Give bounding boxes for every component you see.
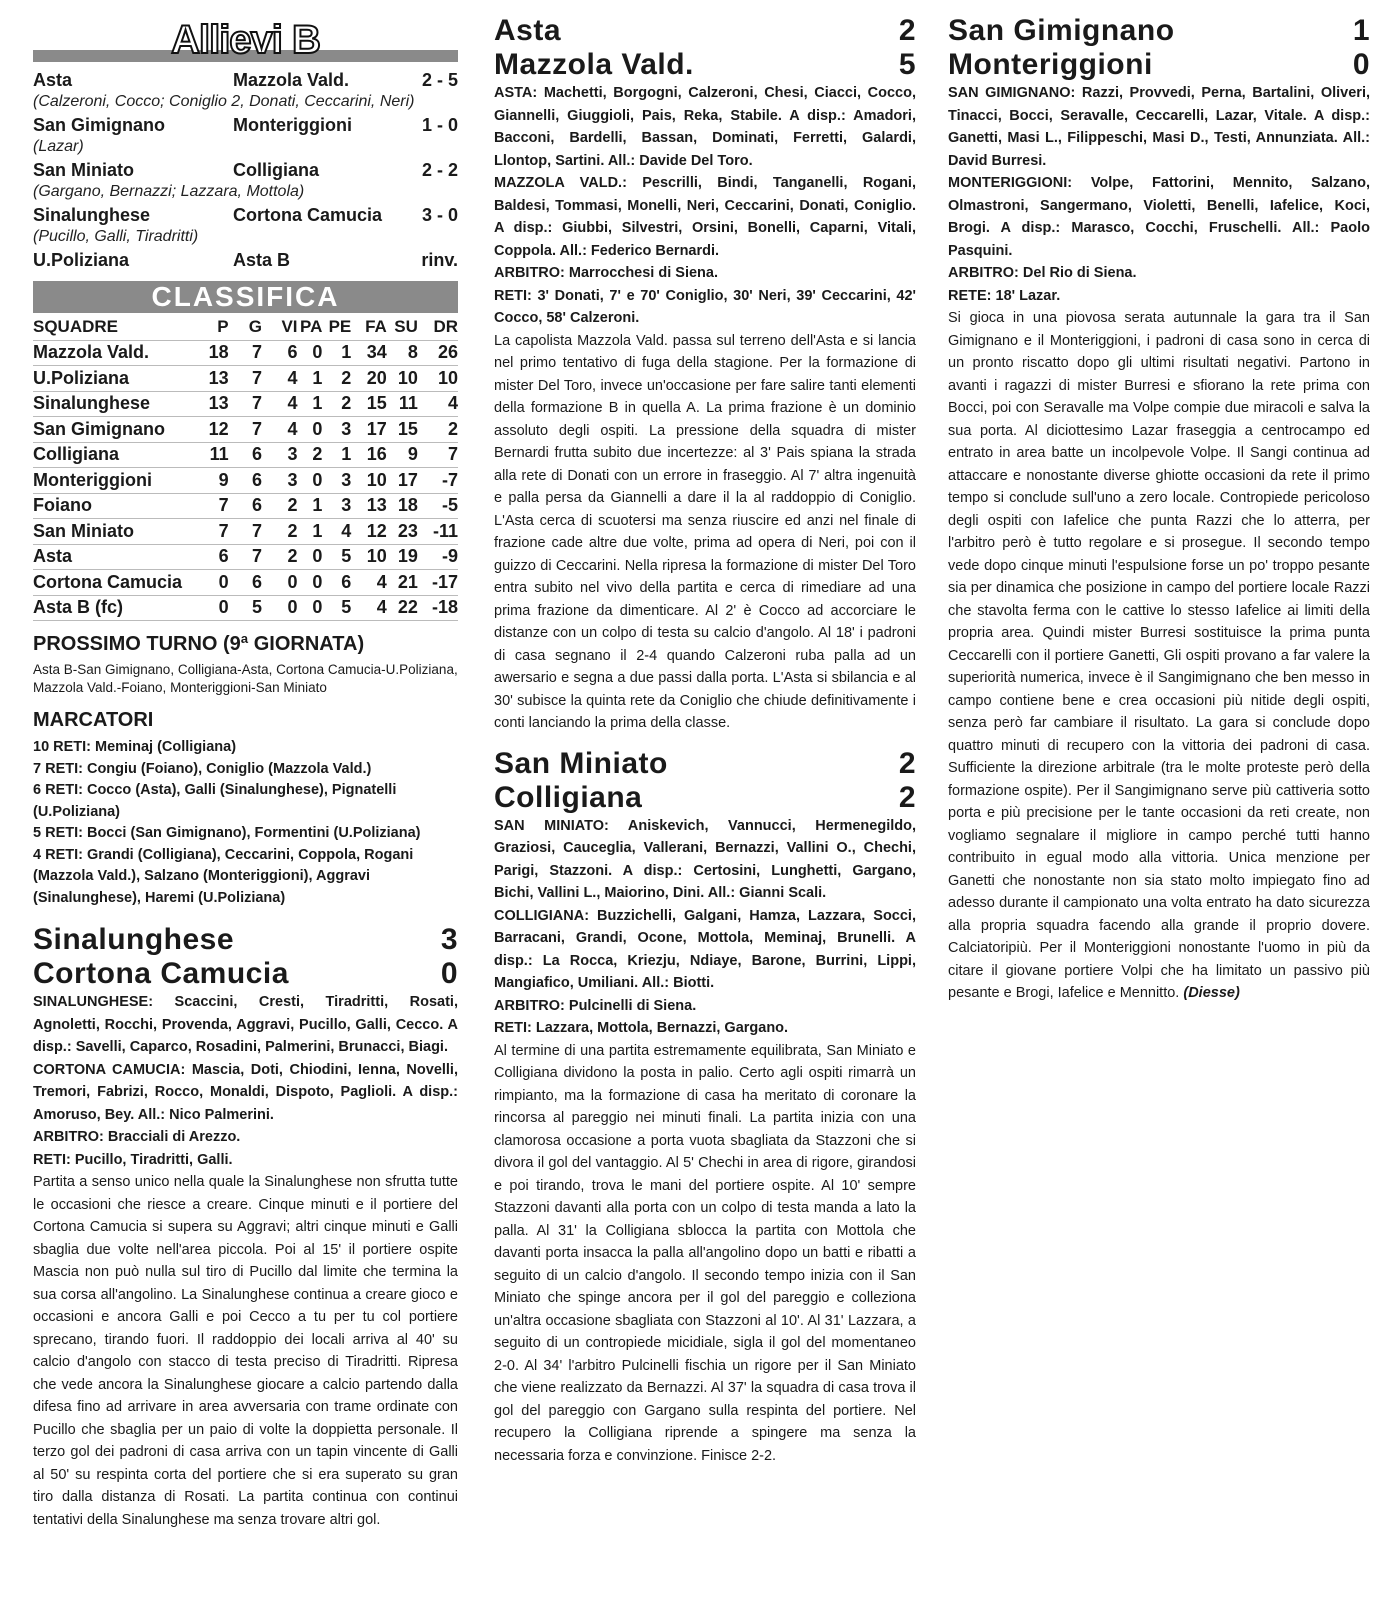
stat-cell: 2	[322, 391, 351, 417]
stat-cell: 1	[322, 340, 351, 366]
match-report: La capolista Mazzola Vald. passa sul terreno dell'Asta e si lancia nel primo tentativo di fuga della stagione. Per la formazione di mister Del Toro, invece un'occasione per fare salire tanti elementi della formazione B in quella A. La prima frazione è un dominio assoluto degli ospiti. La pressione della squadra di mister Bernardi frutta subito due incertezze: al 3' Pais spiana la strada alla rete di Donati con un errore in fraseggio. Al 7' altra ingenuità e palla persa da Giannelli a dare il la al raddoppio di Coniglio. L'Asta cerca di scuotersi ma senza riuscire ed anzi nel finale di frazione cade altre due volte, prima ad opera di Neri, poi con il guizzo di Ceccarini. Nella ripresa la formazione di mister Del Toro entra subito nel vivo della partita e cerca di rimediare ad una prima frazione da dimenticare. Al 2' è Cocco ad accorciare le distanze con un colpo di testa su calcio d'angolo. Al 18' i padroni di casa segnano il 2-4 quando Calzeroni ruba palla ad un awersario e segna a due passi dalla porta. L'Asta si sbilancia e al 30' subisce la quinta rete da Coniglio che chiude definitivamente i conti lanciando la prima della classe.	[494, 332, 916, 731]
team-goals: 0	[1352, 48, 1370, 81]
match-article-asta	[494, 14, 916, 735]
standings-row	[33, 391, 458, 417]
team-name: Mazzola Vald.	[494, 48, 694, 81]
stat-cell: 11	[200, 442, 229, 468]
scorers-line: 4 RETI: Grandi (Colligiana), Ceccarini, Coppola, Rogani (Mazzola Vald.), Salzano (Monteriggioni), Aggravi (Sinalunghese), Haremi (U.Poliziana)	[33, 846, 414, 906]
away-team: Monteriggioni	[233, 115, 352, 135]
standings-row	[33, 340, 458, 366]
stat-cell: 6	[229, 442, 262, 468]
stat-cell: 4	[351, 595, 387, 621]
scorers-line: 6 RETI: Cocco (Asta), Galli (Sinalunghese), Pignatelli (U.Poliziana)	[33, 782, 397, 820]
result-scorers: (Lazar)	[33, 138, 84, 155]
stat-cell: 3	[262, 468, 298, 494]
score: 1 - 0	[421, 115, 458, 135]
stat-cell: 3	[262, 442, 298, 468]
stat-cell: 16	[351, 442, 387, 468]
home-team: U.Poliziana	[33, 250, 130, 270]
team-name: Colligiana	[494, 780, 643, 814]
standings-header-row	[33, 315, 458, 340]
result-row	[33, 205, 458, 228]
standings-row	[33, 493, 458, 519]
stat-cell: 4	[262, 391, 298, 417]
column-right	[948, 14, 1370, 1005]
stat-cell: -9	[418, 544, 458, 570]
match-article-sinalunghese	[33, 923, 458, 1531]
match-headline-home	[33, 923, 458, 957]
team-name: Cortona Camucia	[33, 570, 200, 596]
stat-cell: 15	[387, 417, 418, 443]
stat-cell: 0	[262, 570, 298, 596]
lineup-line: RETI: Pucillo, Tiradritti, Galli.	[33, 1151, 233, 1168]
lineup-line: ARBITRO: Marrocchesi di Siena.	[494, 265, 718, 281]
team-name: Colligiana	[33, 442, 200, 468]
stat-cell: 22	[387, 595, 418, 621]
stat-cell: 0	[298, 595, 323, 621]
stat-cell: 2	[322, 366, 351, 392]
team-name: Sinalunghese	[33, 923, 235, 956]
stat-cell: 15	[351, 391, 387, 417]
stat-cell: 10	[418, 366, 458, 392]
lineup-line: ASTA: Machetti, Borgogni, Calzeroni, Chesi, Ciacci, Cocco, Giannelli, Giuggioli, Pais, Reka, Stabile. A disp.: Amadori, Bacconi, Bardelli, Bassan, Dominati, Ferretti, Galardi, Llontop, Sartini. All.: Davide Del Toro.	[494, 85, 916, 169]
home-team: Asta	[33, 70, 73, 90]
stat-cell: 1	[298, 391, 323, 417]
col-header: PE	[322, 315, 351, 340]
stat-cell: 4	[262, 417, 298, 443]
stat-cell: 9	[387, 442, 418, 468]
score: 2 - 2	[421, 160, 458, 180]
score: 2 - 5	[421, 70, 458, 90]
stat-cell: -7	[418, 468, 458, 494]
score: rinv.	[421, 250, 458, 270]
stat-cell: -17	[418, 570, 458, 596]
result-row	[33, 70, 458, 93]
stat-cell: 0	[298, 468, 323, 494]
match-headline-home	[494, 14, 916, 48]
stat-cell: 34	[351, 340, 387, 366]
stat-cell: 6	[262, 340, 298, 366]
col-header: FA	[351, 315, 387, 340]
lineup-line: ARBITRO: Bracciali di Arezzo.	[33, 1129, 241, 1145]
stat-cell: 5	[322, 544, 351, 570]
stat-cell: 12	[200, 417, 229, 443]
stat-cell: 7	[229, 391, 262, 417]
team-goals: 2	[898, 14, 916, 47]
stat-cell: 10	[351, 468, 387, 494]
match-report	[948, 307, 1370, 1005]
stat-cell: 8	[387, 340, 418, 366]
stat-cell: 21	[387, 570, 418, 596]
stat-cell: 7	[229, 519, 262, 545]
results-list	[33, 70, 458, 273]
standings-row	[33, 417, 458, 443]
home-team: San Miniato	[33, 160, 135, 180]
stat-cell: 4	[351, 570, 387, 596]
standings-title: CLASSIFICA	[33, 281, 458, 313]
result-row	[33, 250, 458, 273]
section-header	[33, 14, 458, 70]
lineup-line: RETE: 18' Lazar.	[948, 287, 1061, 304]
standings-table	[33, 315, 458, 621]
away-team: Cortona Camucia	[233, 205, 383, 225]
stat-cell: -5	[418, 493, 458, 519]
result-scorers: (Gargano, Bernazzi; Lazzara, Mottola)	[33, 183, 305, 200]
col-header: P	[200, 315, 229, 340]
stat-cell: 1	[298, 493, 323, 519]
team-goals: 0	[440, 957, 458, 990]
stat-cell: 2	[298, 442, 323, 468]
stat-cell: 7	[229, 544, 262, 570]
team-name: San Gimignano	[33, 417, 200, 443]
stat-cell: 0	[298, 544, 323, 570]
standings-body	[33, 340, 458, 621]
stat-cell: 3	[322, 468, 351, 494]
away-team: Mazzola Vald.	[233, 70, 350, 90]
lineups	[33, 991, 458, 1171]
lineup-line: COLLIGIANA: Buzzichelli, Galgani, Hamza, Lazzara, Socci, Barracani, Grandi, Ocone, Mottola, Meminaj, Brunelli. A disp.: La Rocca, Kriezju, Ndiaye, Barone, Burrini, Lippi, Mangiafico, Umiliani. All.: Biotti.	[494, 907, 916, 991]
team-name: San Miniato	[33, 519, 200, 545]
stat-cell: 17	[387, 468, 418, 494]
stat-cell: 23	[387, 519, 418, 545]
stat-cell: 7	[418, 442, 458, 468]
standings-row	[33, 544, 458, 570]
result-row	[33, 115, 458, 138]
team-name: Foiano	[33, 493, 200, 519]
stat-cell: 2	[262, 493, 298, 519]
stat-cell: 4	[322, 519, 351, 545]
lineup-line: RETI: Lazzara, Mottola, Bernazzi, Gargano.	[494, 1020, 789, 1036]
stat-cell: 13	[351, 493, 387, 519]
stat-cell: 10	[351, 544, 387, 570]
lineups	[494, 815, 916, 1040]
stat-cell: 1	[298, 366, 323, 392]
result-row	[33, 160, 458, 183]
next-round-title: PROSSIMO TURNO (9ª GIORNATA)	[33, 633, 365, 655]
stat-cell: 0	[298, 417, 323, 443]
team-name: Monteriggioni	[33, 468, 200, 494]
score: 3 - 0	[421, 205, 458, 225]
match-headline-away	[494, 48, 916, 82]
stat-cell: 2	[262, 544, 298, 570]
stat-cell: 6	[229, 570, 262, 596]
match-headline-away	[948, 48, 1370, 82]
match-headline-away	[33, 957, 458, 991]
match-headline-away	[494, 781, 916, 815]
stat-cell: 19	[387, 544, 418, 570]
stat-cell: 7	[200, 493, 229, 519]
stat-cell: -18	[418, 595, 458, 621]
col-header: PA	[298, 315, 323, 340]
lineups	[948, 82, 1370, 307]
scorers-line: 10 RETI: Meminaj (Colligiana)	[33, 739, 237, 755]
stat-cell: 13	[200, 366, 229, 392]
stat-cell: 26	[418, 340, 458, 366]
match-headline-home	[948, 14, 1370, 48]
team-name: San Miniato	[494, 746, 668, 780]
column-middle	[494, 14, 916, 1467]
standings-row	[33, 595, 458, 621]
team-name: Sinalunghese	[33, 391, 200, 417]
stat-cell: -11	[418, 519, 458, 545]
standings-row	[33, 442, 458, 468]
team-goals: 3	[440, 923, 458, 956]
lineup-line: SAN MINIATO: Aniskevich, Vannucci, Hermenegildo, Graziosi, Cauceglia, Vallerani, Bernazzi, Vallini O., Chechi, Parigi, Stazzoni. A disp.: Certosini, Lunghetti, Gargano, Bichi, Vallini L., Maiorino, Dini. All.: Gianni Scali.	[494, 817, 916, 901]
team-name: Asta	[33, 544, 200, 570]
team-goals: 5	[898, 48, 916, 81]
scorers-list	[33, 737, 458, 909]
match-report: Al termine di una partita estremamente equilibrata, San Miniato e Colligiana dividono la posta in palio. Certo agli ospiti rimarrà un rimpianto, ma la formazione di casa ha meritato di coronare la rincorsa al pareggio nei minuti finali. La partita inizia con una clamorosa occasione a porta vuota sbagliata da Stazzoni che si divora il gol del vantaggio. Al 5' Chechi in area di rigore, girandosi e poi tirando, trova le mani del portiere ospite. Al 10' sempre Stazzoni davanti alla porta con un colpo di testa manda a lato la palla. Al 31' la Colligiana sblocca la partita con Mottola che davanti porta insacca la palla all'angolino dopo un batti e ribatti a seguito di un calcio d'angolo. Il secondo tempo inizia con il San Miniato che spinge ancora per il gol del pareggio e colleziona un'altra occasione sbagliata con Stazzoni al 10'. Al 31' Lazzara, a seguito di un contropiede micidiale, sigla il gol del momentaneo 2-0. Al 34' l'arbitro Pulcinelli fischia un rigore per il San Miniato che viene realizzato da Bernazzi. Al 37' la squadra di casa trova il gol del pareggio con Gargano sulla respinta del portiere. Nel recupero la Colligiana riprende a spingere ma senza la necessaria forza e convinzione. Finisce 2-2.	[494, 1042, 916, 1464]
standings-row	[33, 570, 458, 596]
lineup-line: ARBITRO: Pulcinelli di Siena.	[494, 997, 697, 1014]
stat-cell: 5	[229, 595, 262, 621]
lineups	[494, 82, 916, 330]
stat-cell: 9	[200, 468, 229, 494]
stat-cell: 2	[418, 417, 458, 443]
scorers-title: MARCATORI	[33, 709, 154, 731]
team-name: Monteriggioni	[948, 48, 1153, 81]
stat-cell: 7	[229, 340, 262, 366]
col-header: SQUADRE	[33, 315, 200, 340]
result-scorers: (Pucillo, Galli, Tiradritti)	[33, 228, 199, 245]
stat-cell: 0	[200, 595, 229, 621]
match-article-sanminiato	[494, 747, 916, 1468]
team-goals: 2	[898, 746, 916, 780]
stat-cell: 0	[262, 595, 298, 621]
away-team: Asta B	[233, 250, 291, 270]
stat-cell: 0	[298, 570, 323, 596]
team-goals: 2	[898, 780, 916, 814]
match-article-sangimignano	[948, 14, 1370, 1005]
match-report: Partita a senso unico nella quale la Sinalunghese non sfrutta tutte le occasioni che riesce a creare. Cinque minuti e il portiere del Cortona Camucia si supera su Aggravi; altri cinque minuti e Galli sbaglia due volte nell'area piccola. Poi al 15' il portiere ospite Mascia non può nulla sul tiro di Pucillo dal limite che termina la sua corsa all'angolino. La Sinalunghese continua a creare gioco e occasioni e ancora Galli e poi Cecco a tu per tu col portiere sprecano, tirando fuori. Il raddoppio dei locali arriva al 40' su calcio d'angolo con stacco di testa preciso di Tiradritti. Ripresa che vede ancora la Sinalunghese giocare a calcio partendo dalla difesa fino ad arrivare in area avversaria con trame ordinate con Pucillo che sbaglia per un paio di volte la doppietta personale. Il terzo gol dei padroni di casa arriva con un tapin vincente di Galli al 50' su respinta corta del portiere che si era superato su gran tiro dalla distanza di Rosati. La partita continua con continui tentativi della Sinalunghese ma senza trovare altri gol.	[33, 1174, 458, 1528]
standings-row	[33, 366, 458, 392]
stat-cell: 3	[322, 493, 351, 519]
away-team: Colligiana	[233, 160, 320, 180]
standings-row	[33, 468, 458, 494]
next-round-text: Asta B-San Gimignano, Colligiana-Asta, Cortona Camucia-U.Poliziana, Mazzola Vald.-Foiano, Monteriggioni-San Miniato	[33, 662, 458, 695]
lineup-line: RETI: 3' Donati, 7' e 70' Coniglio, 30' Neri, 39' Ceccarini, 42' Cocco, 58' Calzeroni.	[494, 287, 916, 326]
team-name: U.Poliziana	[33, 366, 200, 392]
lineup-line: SAN GIMIGNANO: Razzi, Provvedi, Perna, Bartalini, Oliveri, Tinacci, Bocci, Seravalle, Ceccarelli, Lazar, Vitale. A disp.: Ganetti, Masi L., Filippeschi, Masi D., Testi, Annunziata. All.: David Burresi.	[948, 85, 1370, 169]
stat-cell: 13	[200, 391, 229, 417]
stat-cell: 4	[262, 366, 298, 392]
team-name: Mazzola Vald.	[33, 340, 200, 366]
result-scorers: (Calzeroni, Cocco; Coniglio 2, Donati, Ceccarini, Neri)	[33, 93, 415, 110]
team-name: Asta B (fc)	[33, 595, 200, 621]
stat-cell: 7	[229, 417, 262, 443]
page-title: Allievi B	[171, 18, 320, 62]
lineup-line: SINALUNGHESE: Scaccini, Cresti, Tiradritti, Rosati, Agnoletti, Rocchi, Provenda, Aggravi, Pucillo, Galli, Cecco. A disp.: Savelli, Caparco, Rosadini, Palmerini, Brunacci, Biagi.	[33, 994, 458, 1055]
stat-cell: 7	[229, 366, 262, 392]
stat-cell: 17	[351, 417, 387, 443]
col-header: SU	[387, 315, 418, 340]
lineup-line: MAZZOLA VALD.: Pescrilli, Bindi, Tanganelli, Rogani, Baldesi, Tommasi, Monelli, Neri, Ceccarini, Donati, Coniglio. A disp.: Giubbi, Silvestri, Orsini, Bonelli, Caparni, Vitali, Coppola. All.: Federico Bernardi.	[494, 175, 916, 259]
team-name: Cortona Camucia	[33, 957, 289, 990]
stat-cell: 20	[351, 366, 387, 392]
team-name: San Gimignano	[948, 14, 1175, 47]
lineup-line: CORTONA CAMUCIA: Mascia, Doti, Chiodini, Ienna, Novelli, Tremori, Fabrizi, Rocco, Monaldi, Dispoto, Paglioli. A disp.: Amoruso, Bey. All.: Nico Palmerini.	[33, 1061, 458, 1123]
stat-cell: 6	[200, 544, 229, 570]
stat-cell: 1	[322, 442, 351, 468]
col-header: DR	[418, 315, 458, 340]
lineup-line: MONTERIGGIONI: Volpe, Fattorini, Mennito, Salzano, Olmastroni, Sangermano, Violetti, Benelli, Iafelice, Koci, Brogi. A disp.: Marasco, Cocchi, Fruschelli. All.: Paolo Pasquini.	[948, 175, 1370, 259]
home-team: San Gimignano	[33, 115, 166, 135]
stat-cell: 5	[322, 595, 351, 621]
match-headline-home	[494, 747, 916, 781]
stat-cell: 0	[200, 570, 229, 596]
stat-cell: 11	[387, 391, 418, 417]
col-header: VI	[262, 315, 298, 340]
team-name: Asta	[494, 14, 562, 47]
stat-cell: 2	[262, 519, 298, 545]
stat-cell: 10	[387, 366, 418, 392]
report-signature: (Diesse)	[1183, 985, 1240, 1001]
stat-cell: 7	[200, 519, 229, 545]
stat-cell: 4	[418, 391, 458, 417]
stat-cell: 6	[322, 570, 351, 596]
stat-cell: 0	[298, 340, 323, 366]
stat-cell: 18	[387, 493, 418, 519]
stat-cell: 3	[322, 417, 351, 443]
report-text: Si gioca in una piovosa serata autunnale la gara tra il San Gimignano e il Monteriggioni, i padroni di casa sono in cerca di un pronto riscatto dopo gli ultimi risultati negativi. Partono in avanti i ragazzi di mister Burresi e sfiorano la rete prima con Bocci, poi con Seravalle ma Volpe compie due miracoli e salva la sua porta. Al diciottesimo Lazar fraseggia a centrocampo ed entrato in area batte un incolpevole Volpe. Il Sangi continua ad attaccare e nonostante diverse ghiotte occasioni da rete il primo tempo si conclude sull'uno a zero locale. Contropiede pericoloso degli ospiti con Iafelice che punta Razzi che lo atterra, per l'arbitro però è tutto regolare e si prosegue. Il secondo tempo vede dopo cinque minuti l'espulsione forse un po' troppo pesante sia per dinamica che posizione in campo del portiere locale Razzi che stavolta ferma con le cattive lo stesso Iafelice ai limiti della propria area. Quindi mister Burresi sostituisce la prima punta Ceccarelli con il portiere Ganetti, Gli ospiti provano a far valere la superiorità numerica, invece è il Sangimignano che ben messo in campo contiene bene e crea occasioni più nitide degli ospiti, senza però far cambiare il risultato. La gara si conclude dopo quattro minuti di recupero con la vittoria dei padroni di casa. Sufficiente la direzione arbitrale (tra le molte proteste però della formazione ospite). Per il Sangimignano serve più cattiveria sotto porta e più precisione per le tante occasioni da reti create, non vogliamo segnalare il migliore in campo perché tutti hanno contribuito in egual modo alla vittoria. Unica menzione per Ganetti che nonostante non sia stato molto impiegato fino ad adesso durante il campionato una volta entrato ha dato sicurezza alla propria squadra facendo alla grande il proprio dovere. Calciatoripiù. Per il Monteriggioni nonostante l'uomo in più da citare il giovane portiere Volpi che ha limitato un passivo più pesante e Brogi, Iafelice e Mennitto.	[948, 310, 1370, 1001]
team-goals: 1	[1352, 14, 1370, 47]
stat-cell: 1	[298, 519, 323, 545]
column-left	[33, 14, 458, 1531]
home-team: Sinalunghese	[33, 205, 151, 225]
scorers-line: 5 RETI: Bocci (San Gimignano), Formentini (U.Poliziana)	[33, 825, 421, 841]
lineup-line: ARBITRO: Del Rio di Siena.	[948, 265, 1137, 281]
stat-cell: 6	[229, 468, 262, 494]
standings-row	[33, 519, 458, 545]
stat-cell: 6	[229, 493, 262, 519]
stat-cell: 12	[351, 519, 387, 545]
scorers-line: 7 RETI: Congiu (Foiano), Coniglio (Mazzola Vald.)	[33, 760, 372, 777]
stat-cell: 18	[200, 340, 229, 366]
col-header: G	[229, 315, 262, 340]
